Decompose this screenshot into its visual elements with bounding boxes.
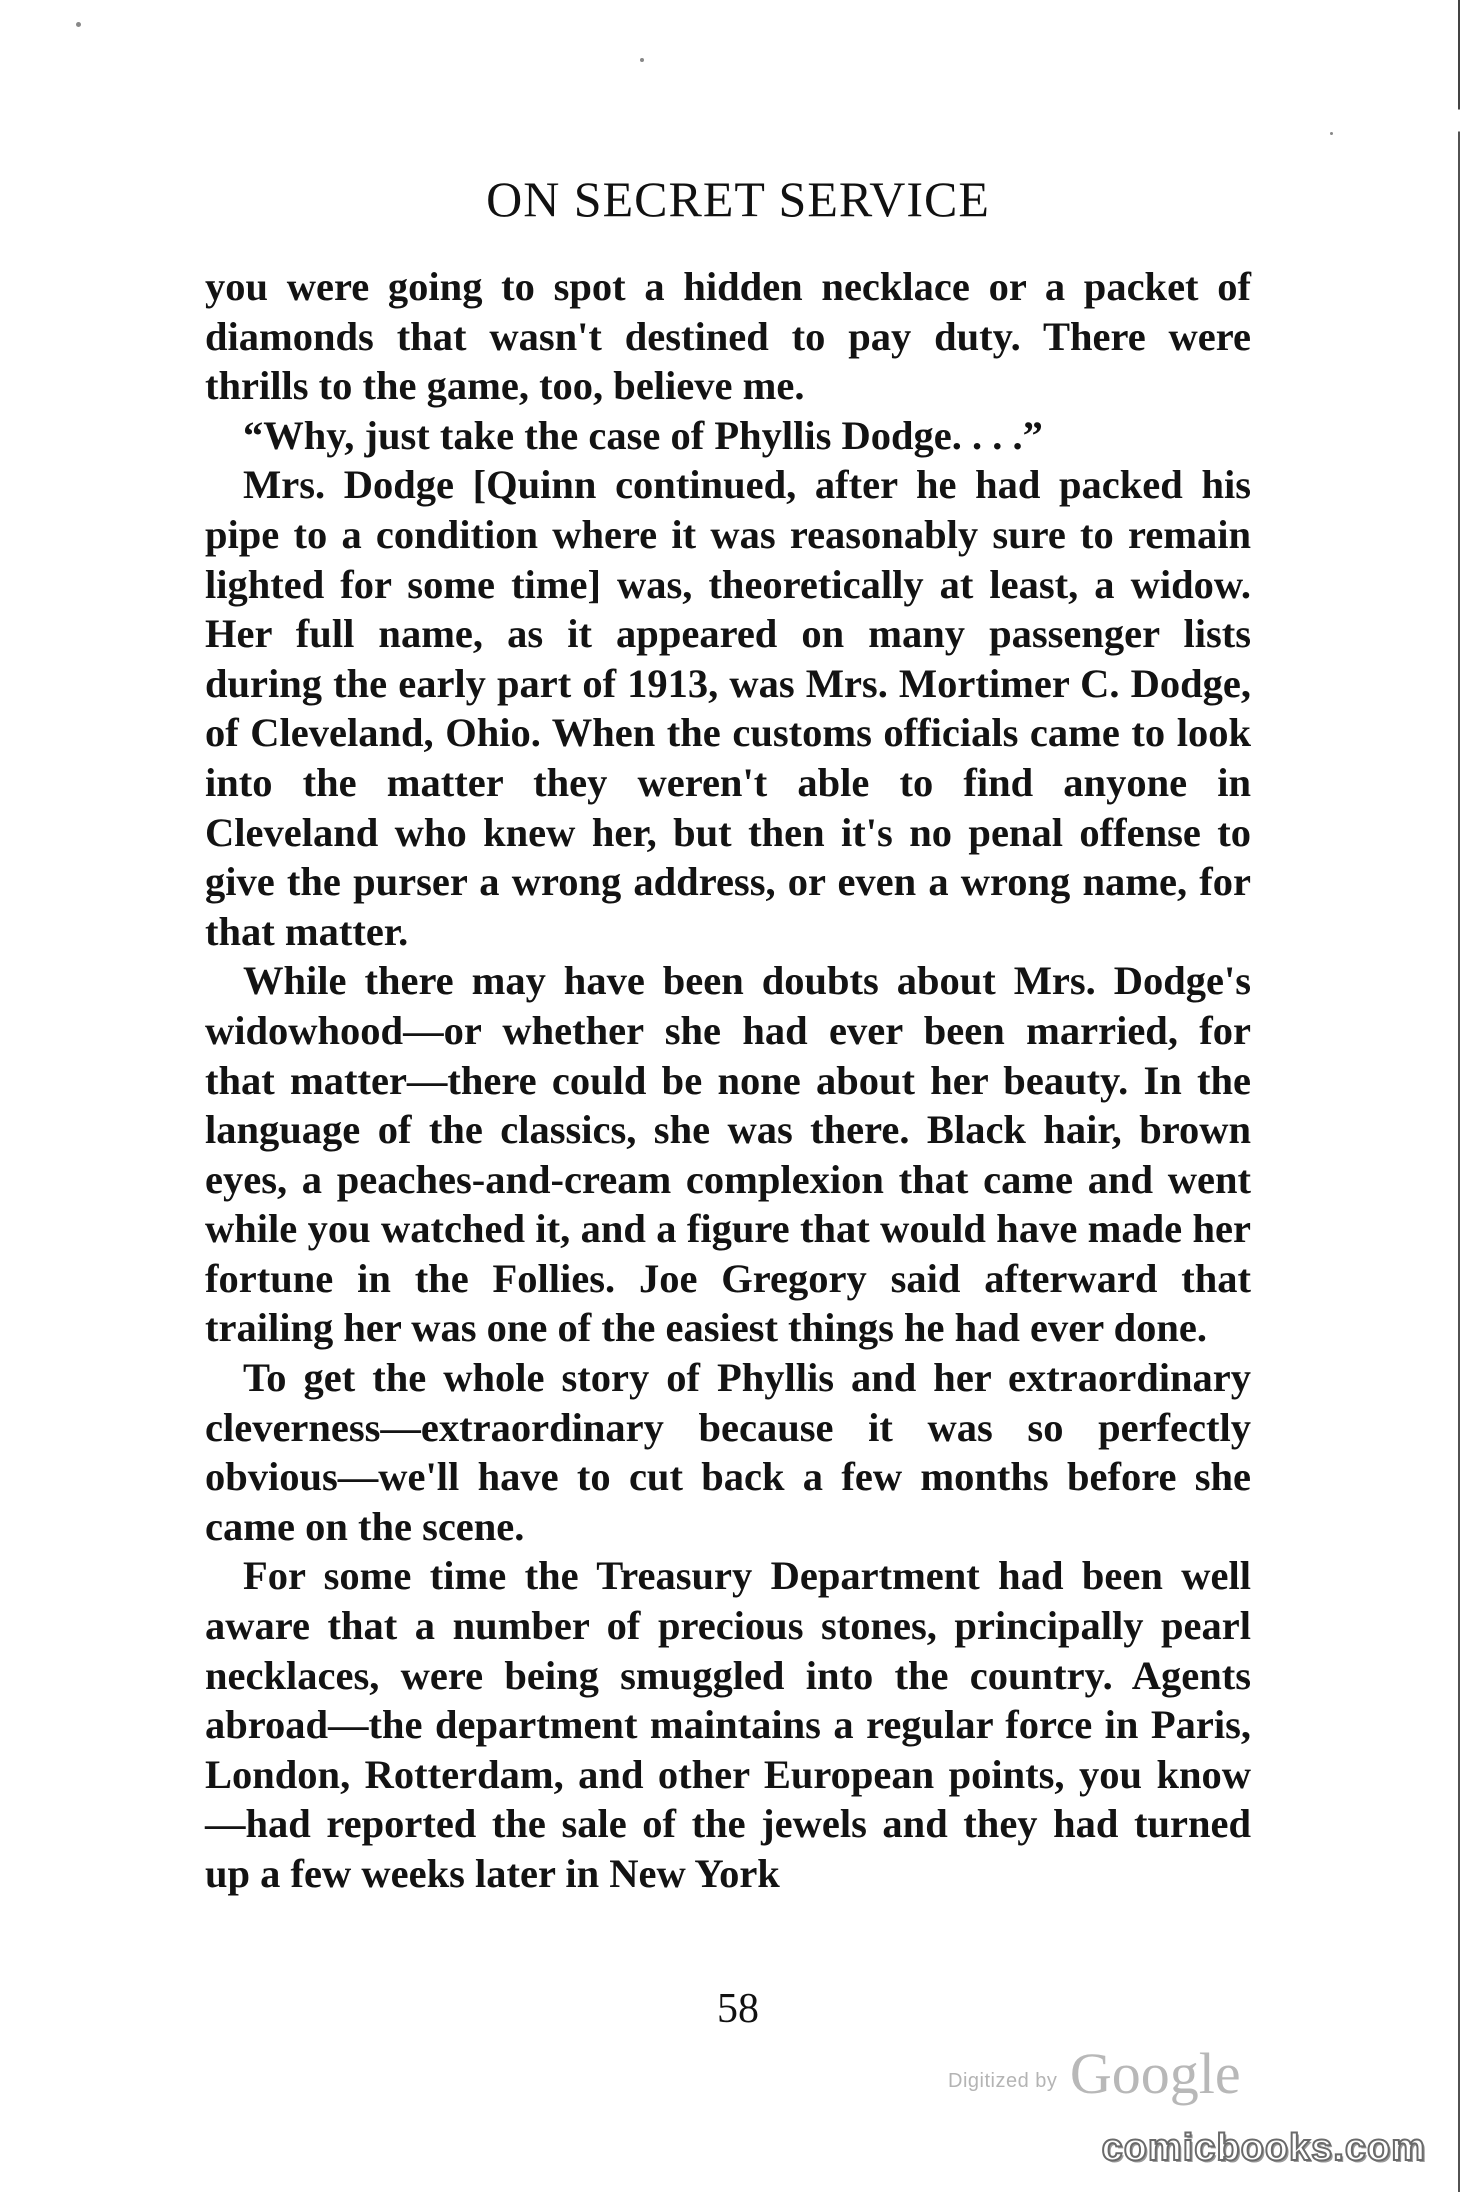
paragraph: you were going to spot a hidden necklace or a packet of diamonds that wasn't destined to pay duty. There were thrills to the game, too, believe me. [205,264,1251,409]
paragraph: To get the whole story of Phyllis and her extraordinary cleverness—extraordinary because it was so perfectly obvious—we'll have to cut back a few months before she came on the scene. [205,1355,1251,1549]
body-text [205,262,1251,1899]
paragraph: While there may have been doubts about Mrs. Dodge's widowhood—or whether she had ever been married, for that matter—there could be none about her beauty. In the language of the classics, she was there. Black hair, brown eyes, a peaches-and-cream complexion that came and went while you watched it, and a figure that would have made her fortune in the Follies. Joe Gregory said afterward that trailing her was one of the easiest things he had ever done. [205,958,1251,1351]
running-header: ON SECRET SERVICE [486,171,990,227]
digitized-by-google [948,2040,1241,2107]
paragraph: “Why, just take the case of Phyllis Dodge. . . .” [243,412,1043,458]
speck [1330,132,1333,135]
paragraph: For some time the Treasury Department had been well aware that a number of precious stones, principally pearl necklaces, were being smuggled into the country. Agents abroad—the department maintains a regular force in Paris, London, Rotterdam, and other European points, you know—had reported the sale of the jewels and they had turned up a few weeks later in New York [205,1553,1251,1896]
page-edge-line [1458,0,1460,2192]
speck [640,58,644,62]
page-number: 58 [717,1986,759,2032]
speck [76,22,81,27]
site-watermark: comicbooks.com [1101,2127,1426,2169]
digitized-prefix: Digitized by [948,2070,1058,2092]
google-logo-text: Google [1069,2041,1241,2106]
paragraph: Mrs. Dodge [Quinn continued, after he had packed his pipe to a condition where it was reasonably sure to remain lighted for some time] was, theoretically at least, a widow. Her full name, as it appeared on many passenger lists during the early part of 1913, was Mrs. Mortimer C. Dodge, of Cleveland, Ohio. When the customs officials came to look into the matter they weren't able to find anyone in Cleveland who knew her, but then it's no penal offense to give the purser a wrong address, or even a wrong name, for that matter. [205,462,1251,954]
